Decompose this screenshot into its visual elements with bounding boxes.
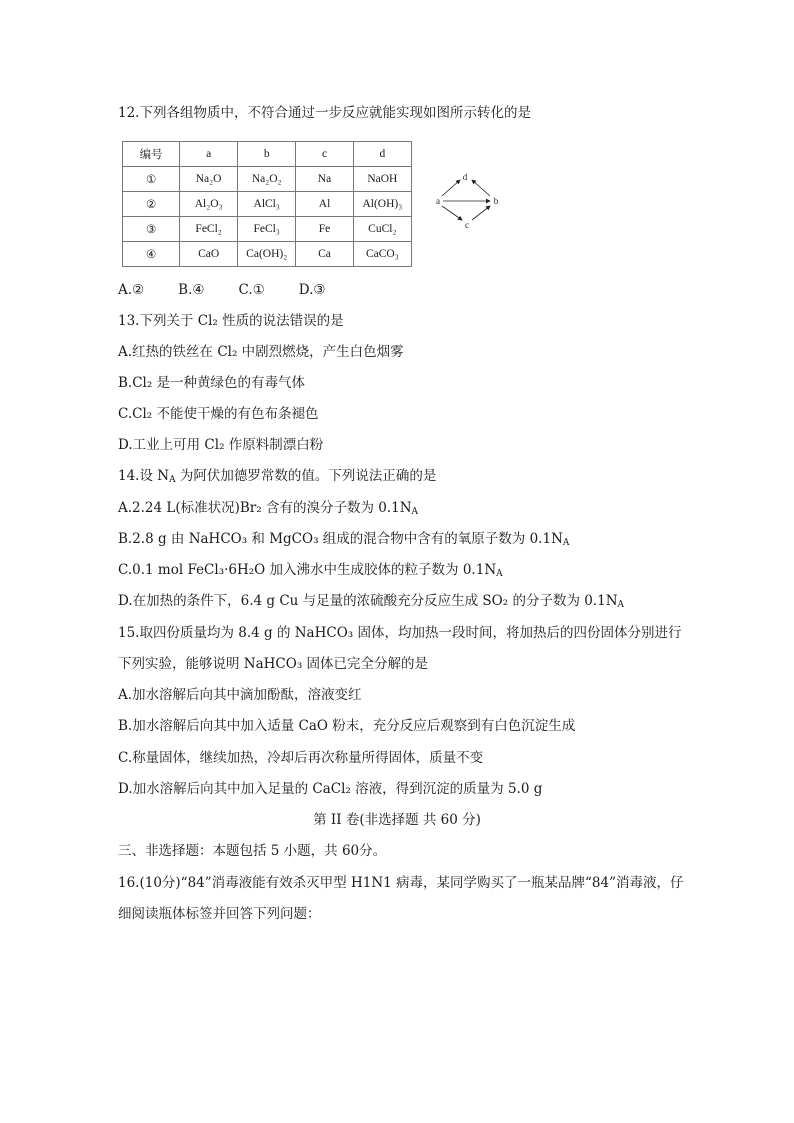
table-header-cell: a [180,142,238,167]
table-cell: Al(OH)₃ [353,192,411,217]
table-header-cell: 编号 [123,142,180,167]
table-row [123,167,412,192]
q14-option-b: B.2.8 g 由 NaHCO₃ 和 MgCO₃ 组成的混合物中含有的氧原子数为 $0.1N_A$ [118,531,570,548]
q13-stem: 13.下列关于 Cl₂ 性质的说法错误的是 [118,313,344,329]
table-cell: ④ [123,242,180,267]
q15-option-c: C.称量固体，继续加热，冷却后再次称量所得固体，质量不变 [118,750,484,766]
table-cell: FeCl₃ [238,217,296,242]
q12-option-b: B.④ [178,282,205,298]
table-cell: Fe [296,217,353,242]
table-row [123,217,412,242]
table-header-cell: c [296,142,353,167]
table-cell: FeCl₂ [180,217,238,242]
diagram-label-c: c [465,220,469,230]
table-cell: NaOH [353,167,411,192]
q12-options [118,280,325,300]
table-cell: Ca [296,242,353,267]
q16-line1: 16.(10分)“84”消毒液能有效杀灭甲型 H1N1 病毒，某同学购买了一瓶某品牌“84”消毒液，仔 [118,875,684,891]
table-row [123,192,412,217]
table-header-row [123,142,412,167]
table-cell: Al [296,192,353,217]
q13-option-a: A.红热的铁丝在 Cl₂ 中剧烈燃烧，产生白色烟雾 [118,344,404,360]
table-row [123,242,412,267]
table-cell: CaO [180,242,238,267]
table-cell: CaCO₃ [353,242,411,267]
q16-line2: 细阅读瓶体标签并回答下列问题： [118,906,321,922]
q13-option-b: B.Cl₂ 是一种黄绿色的有毒气体 [118,375,306,391]
diagram-label-d: d [462,172,468,182]
table-cell: Ca(OH)₂ [238,242,296,267]
table-cell: CuCl₂ [353,217,411,242]
part2-title: 第 II 卷(非选择题 共 60 分) [313,812,481,828]
arrow-a-to-c [442,206,462,220]
q15-stem-line2: 下列实验，能够说明 NaHCO₃ 固体已完全分解的是 [118,656,429,672]
q13-option-d: D.工业上可用 Cl₂ 作原料制漂白粉 [118,437,324,453]
arrow-b-to-d [472,180,490,196]
q14-option-d: D.在加热的条件下，6.4 g Cu 与足量的浓硫酸充分反应生成 SO₂ 的分子数为 $0.1N_A$ [118,593,625,610]
q12-stem: 12.下列各组物质中，不符合通过一步反应就能实现如图所示转化的是 [118,105,531,121]
q14-option-c: C.0.1 mol FeCl₃·6H₂O 加入沸水中生成胶体的粒子数为 $0.1N_A$ [118,562,503,579]
table-cell: AlCl₃ [238,192,296,217]
section-heading: 三、非选择题：本题包括 5 小题，共 60分。 [118,843,387,859]
table-cell: Na [296,167,353,192]
table-cell: Al₂O₃ [180,192,238,217]
q12-option-a: A.② [118,282,145,298]
table-cell: ① [123,167,180,192]
q12-option-c: C.① [238,282,265,298]
arrow-a-to-d [442,180,460,196]
q14-stem: 14.设 $N_A$ 为阿伏加德罗常数的值。下列说法正确的是 [118,468,437,485]
diagram-label-a: a [436,196,440,206]
arrow-c-to-b [472,206,490,220]
table-cell: Na₂O₂ [238,167,296,192]
q15-stem-line1: 15.取四份质量均为 8.4 g 的 NaHCO₃ 固体，均加热一段时间，将加热后的四份固体分别进行 [118,625,682,641]
q13-option-c: C.Cl₂ 不能使干燥的有色布条褪色 [118,406,319,422]
table-header-cell: b [238,142,296,167]
q15-option-b: B.加水溶解后向其中加入适量 CaO 粉末，充分反应后观察到有白色沉淀生成 [118,718,576,734]
q12-table [122,141,412,267]
table-cell: Na₂O [180,167,238,192]
conversion-diagram [430,168,502,232]
table-cell: ③ [123,217,180,242]
table-header-cell: d [353,142,411,167]
q12-option-d: D.③ [298,282,326,298]
q15-option-a: A.加水溶解后向其中滴加酚酞，溶液变红 [118,687,362,703]
table-cell: ② [123,192,180,217]
q14-option-a: A.2.24 L(标准状况)Br₂ 含有的溴分子数为 $0.1N_A$ [118,500,419,517]
diagram-label-b: b [493,196,499,206]
q15-option-d: D.加水溶解后向其中加入足量的 CaCl₂ 溶液，得到沉淀的质量为 5.0 g [118,781,543,797]
